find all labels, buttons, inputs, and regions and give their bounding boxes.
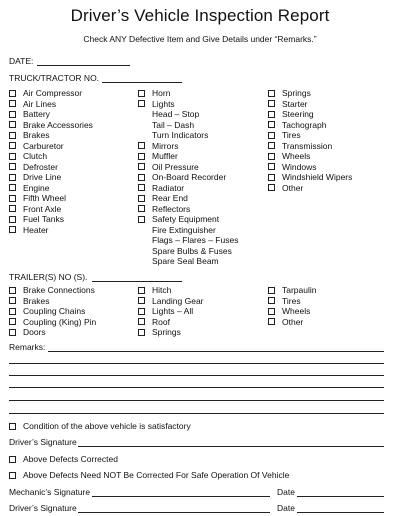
mechanic-date-field[interactable]: [297, 496, 384, 497]
checklist-item: [9, 327, 96, 338]
item-label: Muffler: [152, 151, 178, 161]
checklist-item: [268, 296, 317, 307]
item-checkbox[interactable]: [138, 184, 145, 191]
item-checkbox[interactable]: [9, 142, 16, 149]
item-label: On-Board Recorder: [152, 172, 227, 182]
item-label: Front Axle: [23, 203, 62, 214]
item-checkbox[interactable]: [9, 297, 16, 304]
item-checkbox[interactable]: [268, 297, 275, 304]
item-checkbox[interactable]: [138, 163, 145, 170]
item-checkbox[interactable]: [268, 142, 275, 149]
trailer-label: TRAILER(S) NO (S).: [9, 272, 88, 282]
item-label: Wheels: [282, 306, 311, 316]
remarks-line-2[interactable]: [9, 363, 384, 364]
item-label: Tail – Dash: [152, 119, 195, 130]
item-checkbox[interactable]: [268, 318, 275, 325]
checklist-item: [138, 88, 238, 99]
trailer-checklist-col1: [9, 285, 96, 338]
item-label: Lights: [152, 98, 175, 109]
item-label: Carburetor: [23, 140, 64, 151]
checklist-item: [138, 130, 238, 141]
checklist-item: [138, 99, 238, 110]
checklist-item: [268, 285, 317, 296]
checklist-item: [9, 109, 93, 120]
remarks-line-4[interactable]: [9, 387, 384, 388]
item-checkbox[interactable]: [138, 195, 145, 202]
item-label: Roof: [152, 316, 170, 327]
item-label: Brakes: [23, 295, 50, 306]
item-checkbox[interactable]: [9, 287, 16, 294]
checklist-item: [9, 317, 96, 328]
item-label: Tachograph: [282, 119, 327, 130]
item-label: Steering: [282, 109, 314, 119]
checklist-item: [9, 151, 93, 162]
item-label: Other: [282, 182, 304, 193]
checklist-item: [9, 204, 93, 215]
defects-not-corrected-row: [9, 470, 289, 480]
item-label: Engine: [23, 182, 50, 193]
checklist-item: [268, 172, 352, 183]
item-label: Brake Accessories: [23, 119, 93, 130]
item-label: Head – Stop: [152, 109, 200, 119]
checklist-item: [138, 141, 238, 152]
item-checkbox[interactable]: [9, 329, 16, 336]
checklist-item: [138, 204, 238, 215]
item-checkbox[interactable]: [138, 100, 145, 107]
trailer-checklist-col2: [138, 285, 204, 338]
remarks-label: Remarks:: [9, 342, 46, 352]
item-checkbox[interactable]: [9, 90, 16, 97]
page-subtitle: Check ANY Defective Item and Give Details under “Remarks.”: [83, 34, 317, 44]
checklist-item: [9, 193, 93, 204]
item-checkbox[interactable]: [138, 90, 145, 97]
driver-date-field[interactable]: [297, 512, 384, 513]
checklist-item: [268, 151, 352, 162]
item-checkbox[interactable]: [138, 142, 145, 149]
item-label: Rear End: [152, 193, 188, 203]
condition-row: [9, 421, 191, 431]
truck-checklist-col3: [268, 88, 352, 193]
item-label: Spare Bulbs & Fuses: [152, 245, 232, 256]
checklist-item: [138, 306, 204, 317]
checklist-item: [138, 109, 238, 120]
driver-signature-2-label: Driver’s Signature: [9, 503, 77, 513]
driver-signature-label: Driver’s Signature: [9, 437, 77, 447]
item-label: Mirrors: [152, 140, 179, 151]
item-checkbox[interactable]: [138, 318, 145, 325]
trailer-field[interactable]: [92, 281, 182, 282]
checklist-item: [9, 88, 93, 99]
item-label: Transmission: [282, 140, 333, 151]
item-checkbox[interactable]: [9, 195, 16, 202]
checklist-item: [138, 183, 238, 194]
item-label: Turn Indicators: [152, 130, 209, 140]
item-checkbox[interactable]: [9, 111, 16, 118]
item-checkbox[interactable]: [268, 163, 275, 170]
item-label: Flags – Flares – Fuses: [152, 235, 239, 245]
driver-date-label: Date: [277, 503, 295, 513]
item-checkbox[interactable]: [9, 163, 16, 170]
item-checkbox[interactable]: [9, 184, 16, 191]
item-checkbox[interactable]: [138, 153, 145, 160]
item-checkbox[interactable]: [268, 184, 275, 191]
item-checkbox[interactable]: [138, 308, 145, 315]
mechanic-date-label: Date: [277, 487, 295, 497]
page-title: Driver’s Vehicle Inspection Report: [70, 6, 330, 25]
item-label: Windows: [282, 161, 317, 172]
checklist-item: [138, 162, 238, 173]
item-label: Other: [282, 316, 304, 327]
defects-not-corrected-checkbox[interactable]: [9, 472, 16, 479]
checklist-item: [9, 225, 93, 236]
item-checkbox[interactable]: [9, 153, 16, 160]
defects-corrected-checkbox[interactable]: [9, 456, 16, 463]
item-checkbox[interactable]: [138, 329, 145, 336]
item-label: Tires: [282, 295, 301, 306]
item-label: Horn: [152, 88, 171, 98]
item-label: Clutch: [23, 151, 48, 161]
defects-corrected-text: Above Defects Corrected: [23, 454, 118, 464]
truck-tractor-label: TRUCK/TRACTOR NO.: [9, 73, 100, 83]
checklist-item: [268, 141, 352, 152]
item-label: Tires: [282, 130, 301, 140]
checklist-item: [9, 120, 93, 131]
checklist-item: [138, 172, 238, 183]
checklist-item: [138, 120, 238, 131]
checklist-item: [268, 109, 352, 120]
item-checkbox[interactable]: [9, 100, 16, 107]
item-label: Lights – All: [152, 306, 194, 316]
checklist-item: [9, 296, 96, 307]
item-checkbox[interactable]: [268, 287, 275, 294]
truck-checklist-col2: [138, 88, 238, 267]
checklist-item: [268, 317, 317, 328]
item-label: Safety Equipment: [152, 214, 220, 224]
item-label: Windshield Wipers: [282, 172, 353, 182]
checklist-item: [9, 183, 93, 194]
checklist-item: [268, 99, 352, 110]
checklist-item: [138, 151, 238, 162]
item-checkbox[interactable]: [268, 121, 275, 128]
remarks-line-6[interactable]: [9, 413, 384, 414]
checklist-item: [138, 246, 238, 257]
checklist-item: [138, 214, 238, 225]
checklist-item: [9, 214, 93, 225]
checklist-item: [9, 130, 93, 141]
remarks-line-5[interactable]: [9, 400, 384, 401]
checklist-item: [138, 296, 204, 307]
checklist-item: [9, 306, 96, 317]
item-checkbox[interactable]: [9, 205, 16, 212]
checklist-item: [268, 88, 352, 99]
driver-signature-field[interactable]: [78, 446, 384, 447]
checklist-item: [138, 235, 238, 246]
checklist-item: [9, 285, 96, 296]
item-checkbox[interactable]: [9, 318, 16, 325]
checklist-item: [268, 120, 352, 131]
checklist-item: [138, 327, 204, 338]
item-label: Brakes: [23, 130, 50, 140]
item-checkbox[interactable]: [9, 174, 16, 181]
item-label: Springs: [152, 327, 181, 337]
item-checkbox[interactable]: [9, 216, 16, 223]
item-checkbox[interactable]: [268, 153, 275, 160]
item-checkbox[interactable]: [268, 90, 275, 97]
mechanic-signature-label: Mechanic’s Signature: [9, 487, 91, 497]
item-label: Fuel Tanks: [23, 214, 64, 224]
item-checkbox[interactable]: [268, 111, 275, 118]
driver-signature-2-field[interactable]: [78, 512, 270, 513]
checklist-item: [138, 256, 238, 267]
item-checkbox[interactable]: [268, 100, 275, 107]
item-label: Tarpaulin: [282, 285, 317, 295]
item-label: Doors: [23, 327, 46, 337]
date-label: DATE:: [9, 56, 34, 66]
date-field[interactable]: [37, 65, 130, 66]
condition-checkbox[interactable]: [9, 423, 16, 430]
condition-text: Condition of the above vehicle is satisfactory: [23, 421, 191, 431]
item-label: Landing Gear: [152, 295, 204, 306]
mechanic-signature-field[interactable]: [92, 496, 270, 497]
item-label: Spare Seal Beam: [152, 256, 219, 266]
defects-not-corrected-text: Above Defects Need NOT Be Corrected For Safe Operation Of Vehicle: [23, 470, 290, 480]
checklist-item: [268, 183, 352, 194]
item-checkbox[interactable]: [9, 132, 16, 139]
item-label: Hitch: [152, 285, 172, 295]
item-label: Coupling Chains: [23, 306, 86, 316]
item-checkbox[interactable]: [9, 226, 16, 233]
checklist-item: [138, 193, 238, 204]
item-label: Battery: [23, 109, 50, 119]
item-label: Coupling (King) Pin: [23, 316, 97, 327]
item-label: Fire Extinguisher: [152, 224, 216, 235]
checklist-item: [9, 172, 93, 183]
item-label: Radiator: [152, 182, 185, 193]
checklist-item: [268, 162, 352, 173]
item-checkbox[interactable]: [268, 174, 275, 181]
item-checkbox[interactable]: [138, 287, 145, 294]
item-label: Air Compressor: [23, 88, 83, 98]
item-label: Defroster: [23, 161, 58, 172]
item-label: Wheels: [282, 151, 311, 161]
item-label: Starter: [282, 98, 308, 109]
checklist-item: [268, 306, 317, 317]
checklist-item: [9, 141, 93, 152]
item-checkbox[interactable]: [138, 216, 145, 223]
item-checkbox[interactable]: [138, 174, 145, 181]
checklist-item: [9, 99, 93, 110]
item-label: Brake Connections: [23, 285, 95, 295]
item-label: Reflectors: [152, 203, 191, 214]
item-label: Drive Line: [23, 172, 62, 182]
item-checkbox[interactable]: [138, 205, 145, 212]
checklist-item: [9, 162, 93, 173]
item-label: Air Lines: [23, 98, 57, 109]
item-checkbox[interactable]: [138, 297, 145, 304]
item-checkbox[interactable]: [9, 121, 16, 128]
item-checkbox[interactable]: [268, 132, 275, 139]
item-label: Heater: [23, 224, 49, 235]
remarks-line-3[interactable]: [9, 375, 384, 376]
truck-checklist-col1: [9, 88, 93, 235]
remarks-line-1[interactable]: [48, 351, 384, 352]
item-label: Springs: [282, 88, 311, 98]
item-label: Oil Pressure: [152, 161, 199, 172]
checklist-item: [138, 225, 238, 236]
truck-tractor-field[interactable]: [102, 82, 182, 83]
checklist-item: [138, 317, 204, 328]
defects-corrected-row: [9, 454, 118, 464]
checklist-item: [138, 285, 204, 296]
item-checkbox[interactable]: [268, 308, 275, 315]
item-label: Fifth Wheel: [23, 193, 66, 203]
trailer-checklist-col3: [268, 285, 317, 327]
item-checkbox[interactable]: [9, 308, 16, 315]
checklist-item: [268, 130, 352, 141]
